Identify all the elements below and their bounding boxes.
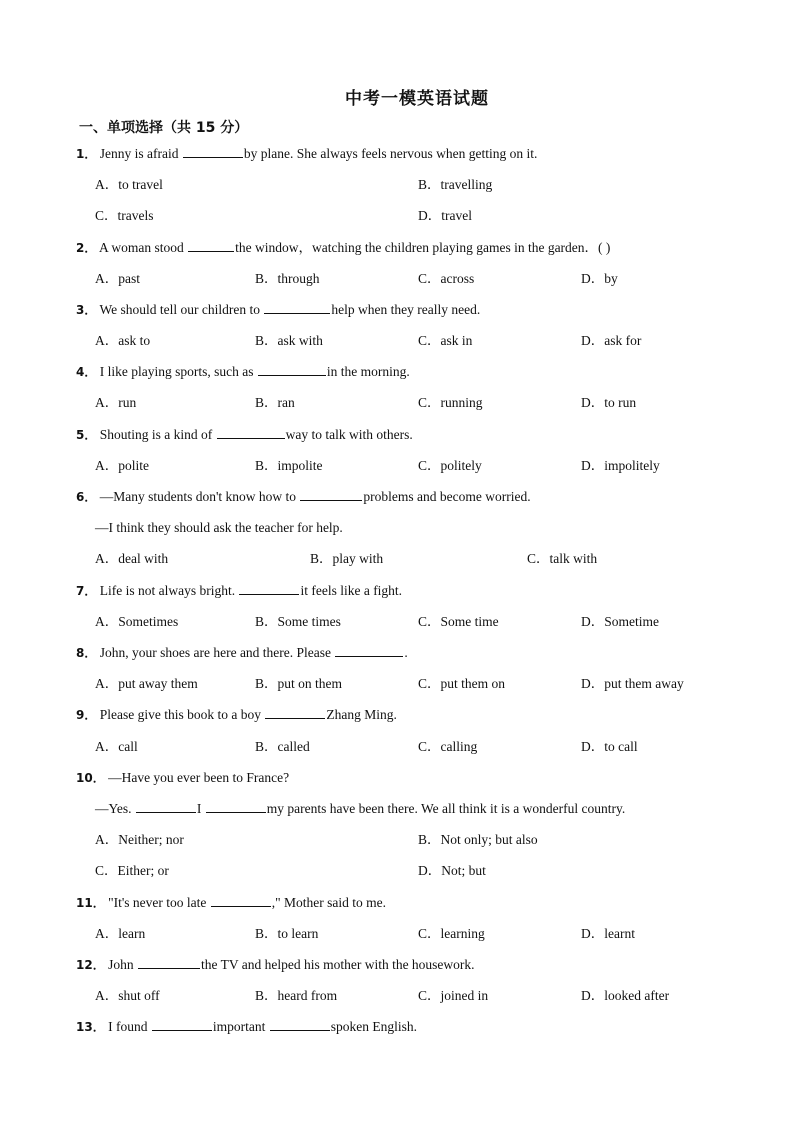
question-text: in the morning. bbox=[326, 364, 410, 379]
question-text: "It's never too late bbox=[108, 895, 210, 910]
question-text: way to talk with others. bbox=[285, 427, 413, 442]
question-8 bbox=[76, 644, 408, 662]
page-title: 中考一模英语试题 bbox=[345, 89, 489, 109]
question-10-reply bbox=[95, 800, 625, 818]
answer-blank[interactable] bbox=[265, 706, 325, 719]
option-c[interactable]: C．running bbox=[418, 395, 483, 410]
option-c[interactable]: C．calling bbox=[418, 739, 478, 754]
question-number: 12． bbox=[76, 958, 105, 972]
question-text: problems and become worried. bbox=[363, 489, 531, 504]
option-b[interactable]: B．Some times bbox=[255, 614, 341, 629]
option-b[interactable]: B．put on them bbox=[255, 676, 342, 691]
question-3 bbox=[76, 301, 480, 319]
question-13 bbox=[76, 1018, 417, 1036]
option-a[interactable]: A．put away them bbox=[95, 676, 198, 691]
question-text: important bbox=[212, 1019, 269, 1034]
option-a[interactable]: A．past bbox=[95, 271, 140, 286]
answer-blank[interactable] bbox=[211, 894, 271, 907]
option-c[interactable]: C．talk with bbox=[527, 551, 598, 566]
option-d[interactable]: D．ask for bbox=[581, 333, 642, 348]
option-b[interactable]: B．ran bbox=[255, 395, 295, 410]
option-b[interactable]: B．to learn bbox=[255, 926, 319, 941]
option-d[interactable]: D．Not; but bbox=[418, 863, 486, 878]
section-heading: 一、单项选择（共 15 分） bbox=[79, 120, 249, 136]
question-text: A woman stood bbox=[99, 240, 188, 255]
question-text: —Yes. bbox=[95, 801, 135, 816]
option-d[interactable]: D．Sometime bbox=[581, 614, 659, 629]
question-5 bbox=[76, 426, 413, 444]
option-a[interactable]: A．to travel bbox=[95, 177, 163, 192]
option-c[interactable]: C．politely bbox=[418, 458, 482, 473]
option-b[interactable]: B．Not only; but also bbox=[418, 832, 538, 847]
option-c[interactable]: C．ask in bbox=[418, 333, 473, 348]
question-text: Jenny is afraid bbox=[99, 146, 182, 161]
question-text: by plane. She always feels nervous when getting on it. bbox=[243, 146, 538, 161]
question-11 bbox=[76, 894, 386, 912]
question-4 bbox=[76, 363, 410, 381]
answer-blank[interactable] bbox=[270, 1018, 330, 1031]
question-text: I like playing sports, such as bbox=[99, 364, 257, 379]
option-d[interactable]: D．impolitely bbox=[581, 458, 660, 473]
option-b[interactable]: B．ask with bbox=[255, 333, 323, 348]
option-a[interactable]: A．call bbox=[95, 739, 138, 754]
question-text: Please give this book to a boy bbox=[99, 707, 265, 722]
option-c[interactable]: C．Some time bbox=[418, 614, 499, 629]
question-7 bbox=[76, 582, 402, 600]
option-a[interactable]: A．Neither; nor bbox=[95, 832, 184, 847]
option-b[interactable]: B．travelling bbox=[418, 177, 493, 192]
answer-blank[interactable] bbox=[258, 363, 326, 376]
question-text: I bbox=[196, 801, 205, 816]
option-d[interactable]: D．looked after bbox=[581, 988, 670, 1003]
option-d[interactable]: D．put them away bbox=[581, 676, 684, 691]
question-text: it feels like a fight. bbox=[300, 583, 403, 598]
question-text: the window，watching the children playing games in the garden．( ) bbox=[235, 240, 611, 255]
option-c[interactable]: C．joined in bbox=[418, 988, 489, 1003]
question-6-reply: —I think they should ask the teacher for help. bbox=[95, 520, 343, 535]
question-text: I found bbox=[108, 1019, 151, 1034]
question-text: . bbox=[404, 645, 408, 660]
question-text: John bbox=[108, 957, 137, 972]
option-a[interactable]: A．shut off bbox=[95, 988, 160, 1003]
option-d[interactable]: D．to run bbox=[581, 395, 637, 410]
answer-blank[interactable] bbox=[264, 301, 330, 314]
option-b[interactable]: B．impolite bbox=[255, 458, 323, 473]
answer-blank[interactable] bbox=[239, 582, 299, 595]
question-number: 10． bbox=[76, 771, 105, 785]
answer-blank[interactable] bbox=[152, 1018, 212, 1031]
option-c[interactable]: C．across bbox=[418, 271, 475, 286]
option-b[interactable]: B．heard from bbox=[255, 988, 338, 1003]
option-c[interactable]: C．put them on bbox=[418, 676, 505, 691]
answer-blank[interactable] bbox=[206, 800, 266, 813]
option-b[interactable]: B．called bbox=[255, 739, 310, 754]
question-6 bbox=[76, 488, 531, 506]
question-text: —Have you ever been to France? bbox=[108, 770, 290, 785]
question-text: Life is not always bright. bbox=[99, 583, 239, 598]
question-number: 2． bbox=[76, 241, 97, 255]
question-number: 4． bbox=[76, 365, 97, 379]
question-text: —Many students don't know how to bbox=[99, 489, 300, 504]
answer-blank[interactable] bbox=[138, 956, 200, 969]
option-d[interactable]: D．by bbox=[581, 271, 618, 286]
question-text: my parents have been there. We all think it is a wonderful country. bbox=[266, 801, 626, 816]
question-number: 7． bbox=[76, 584, 97, 598]
option-a[interactable]: A．ask to bbox=[95, 333, 151, 348]
option-c[interactable]: C．learning bbox=[418, 926, 485, 941]
question-number: 11． bbox=[76, 896, 105, 910]
answer-blank[interactable] bbox=[183, 145, 243, 158]
question-2 bbox=[76, 239, 610, 257]
question-number: 13． bbox=[76, 1020, 105, 1034]
option-a[interactable]: A．learn bbox=[95, 926, 146, 941]
question-number: 9． bbox=[76, 708, 97, 722]
question-text: Shouting is a kind of bbox=[99, 427, 216, 442]
option-a[interactable]: A．run bbox=[95, 395, 137, 410]
question-text: spoken English. bbox=[330, 1019, 417, 1034]
question-text: help when they really need. bbox=[331, 302, 481, 317]
question-number: 3． bbox=[76, 303, 97, 317]
question-number: 8． bbox=[76, 646, 97, 660]
option-a[interactable]: A．Sometimes bbox=[95, 614, 179, 629]
question-number: 6． bbox=[76, 490, 97, 504]
option-a[interactable]: A．polite bbox=[95, 458, 149, 473]
question-12 bbox=[76, 956, 475, 974]
answer-blank[interactable] bbox=[217, 426, 285, 439]
option-b[interactable]: B．through bbox=[255, 271, 320, 286]
option-d[interactable]: D．to call bbox=[581, 739, 638, 754]
option-d[interactable]: D．travel bbox=[418, 208, 472, 223]
option-c[interactable]: C．travels bbox=[95, 208, 154, 223]
answer-blank[interactable] bbox=[136, 800, 196, 813]
option-c[interactable]: C．Either; or bbox=[95, 863, 169, 878]
question-text: John, your shoes are here and there. Please bbox=[99, 645, 335, 660]
question-10 bbox=[76, 769, 289, 787]
option-a[interactable]: A．deal with bbox=[95, 551, 169, 566]
question-text: the TV and helped his mother with the housework. bbox=[200, 957, 475, 972]
answer-blank[interactable] bbox=[188, 239, 234, 252]
question-text: ," Mother said to me. bbox=[271, 895, 386, 910]
option-b[interactable]: B．play with bbox=[310, 551, 384, 566]
question-text: Zhang Ming. bbox=[326, 707, 397, 722]
question-text: We should tell our children to bbox=[99, 302, 264, 317]
question-9 bbox=[76, 706, 397, 724]
answer-blank[interactable] bbox=[335, 644, 403, 657]
question-1 bbox=[76, 145, 537, 163]
question-number: 5． bbox=[76, 428, 97, 442]
question-number: 1． bbox=[76, 147, 97, 161]
answer-blank[interactable] bbox=[300, 488, 362, 501]
option-d[interactable]: D．learnt bbox=[581, 926, 635, 941]
